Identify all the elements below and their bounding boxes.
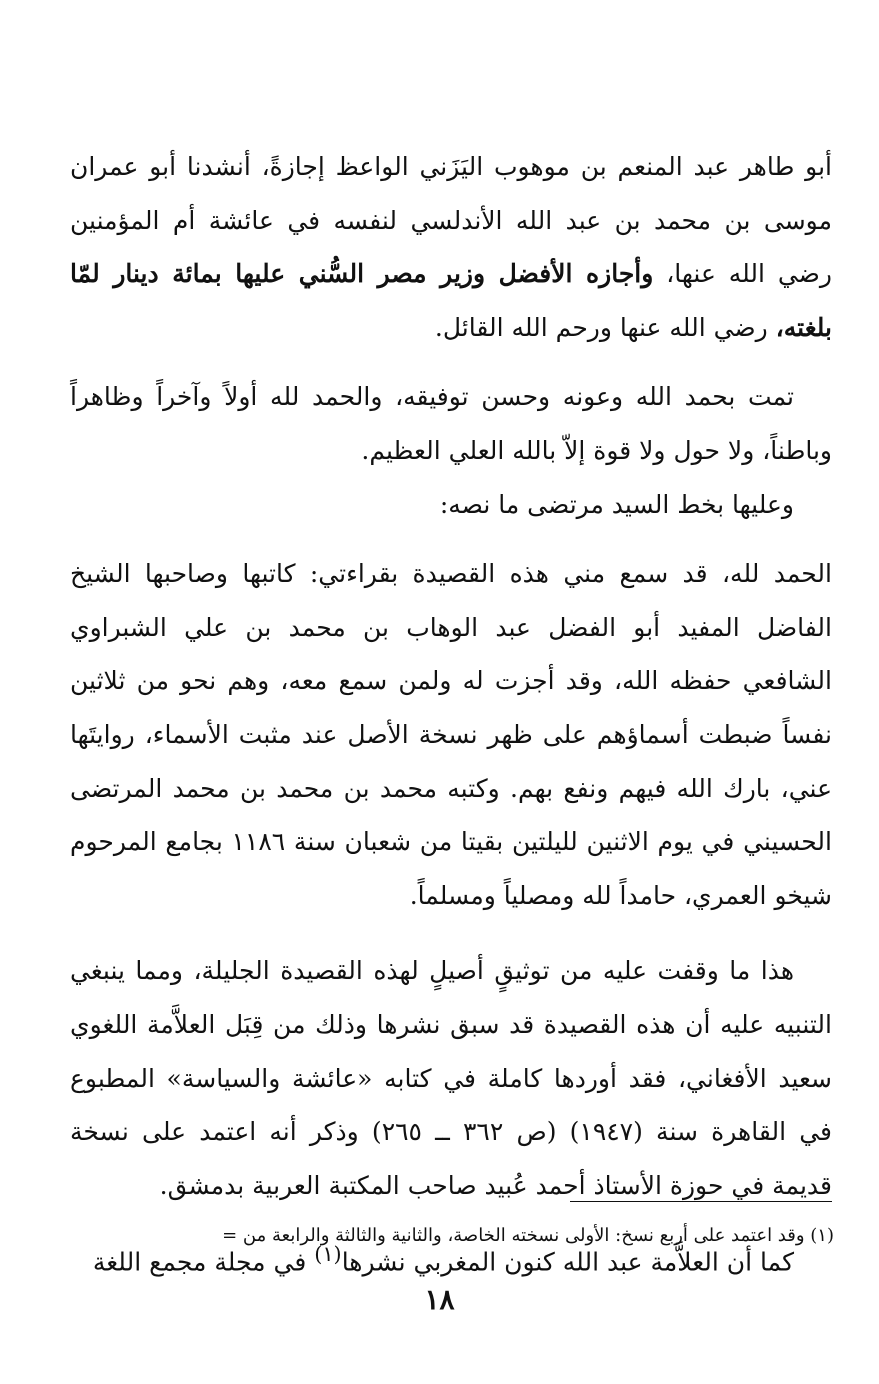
paragraph-note-intro — [70, 478, 832, 532]
text-run: الحمد لله، قد سمع مني هذه القصيدة بقراءتي: كاتبها وصاحبها الشيخ الفاضل المفيد أبو الفضل عبد الوهاب بن محمد بن علي الشبراوي الشافعي حفظه الله، وقد أجزت له ولمن سمع معه، وهم نحو من ثلاثين نفساً ضبطت أسماؤهم على ظهر نسخة الأصل عند مثبت الأسماء، روايتَها عني، بارك الله فيهم ونفع بهم. وكتبه محمد بن محمد بن محمد المرتضى الحسيني في يوم الاثنين لليلتين بقيتا من شعبان سنة ١١٨٦ بجامع المرحوم شيخو العمري، حامداً لله ومصلياً ومسلماً. — [70, 559, 832, 910]
text-run: هذا ما وقفت عليه من توثيقٍ أصيلٍ لهذه القصيدة الجليلة، ومما ينبغي التنبيه عليه أن هذه القصيدة قد سبق نشرها وذلك من قِبَل العلاَّمة اللغوي سعيد الأفغاني، فقد أوردها كاملة في كتابه «عائشة والسياسة» المطبوع في القاهرة سنة (١٩٤٧) (ص ٣٦٢ ــ ٢٦٥) وذكر أنه اعتمد على نسخة قديمة في حوزة الأستاذ أحمد عُبيد صاحب المكتبة العربية بدمشق. — [70, 956, 832, 1200]
text-run: تمت بحمد الله وعونه وحسن توفيقه، والحمد لله أولاً وآخراً وظاهراً وباطناً، ولا حول ولا قوة إلاّ بالله العلي العظيم. — [70, 382, 832, 465]
paragraph-publication — [70, 944, 832, 1212]
text-run: في مجلة مجمع اللغة — [92, 1247, 315, 1277]
footnote-marker[interactable]: (١) — [314, 1242, 342, 1267]
footnote-separator — [570, 1201, 832, 1202]
paragraph-ijaza — [70, 547, 832, 922]
paragraph-colophon — [70, 370, 832, 477]
text-run: كما أن العلاَّمة عبد الله كنون المغربي نشرها — [341, 1247, 794, 1277]
footnote: (١) وقد اعتمد على أربع نسخ: الأولى نسخته الخاصة، والثانية والثالثة والرابعة من = — [222, 1225, 834, 1246]
main-text — [70, 140, 832, 1289]
text-run: وعليها بخط السيد مرتضى ما نصه: — [439, 489, 794, 519]
text-run: أبو طاهر عبد المنعم بن موهوب اليَزَني الواعظ إجازةً، أنشدنا أبو عمران موسى بن محمد بن عبد الله الأندلسي لنفسه في عائشة أم المؤمنين رضي الله عنها، — [70, 152, 832, 289]
bold-text-run: وأجازه الأفضل وزير مصر السُّني عليها بمائة دينار لمّا بلغته، — [70, 259, 832, 342]
text-run: رضي الله عنها ورحم الله القائل. — [434, 312, 776, 342]
paragraph-isnad — [70, 140, 832, 354]
page-number: ١٨ — [424, 1283, 455, 1316]
